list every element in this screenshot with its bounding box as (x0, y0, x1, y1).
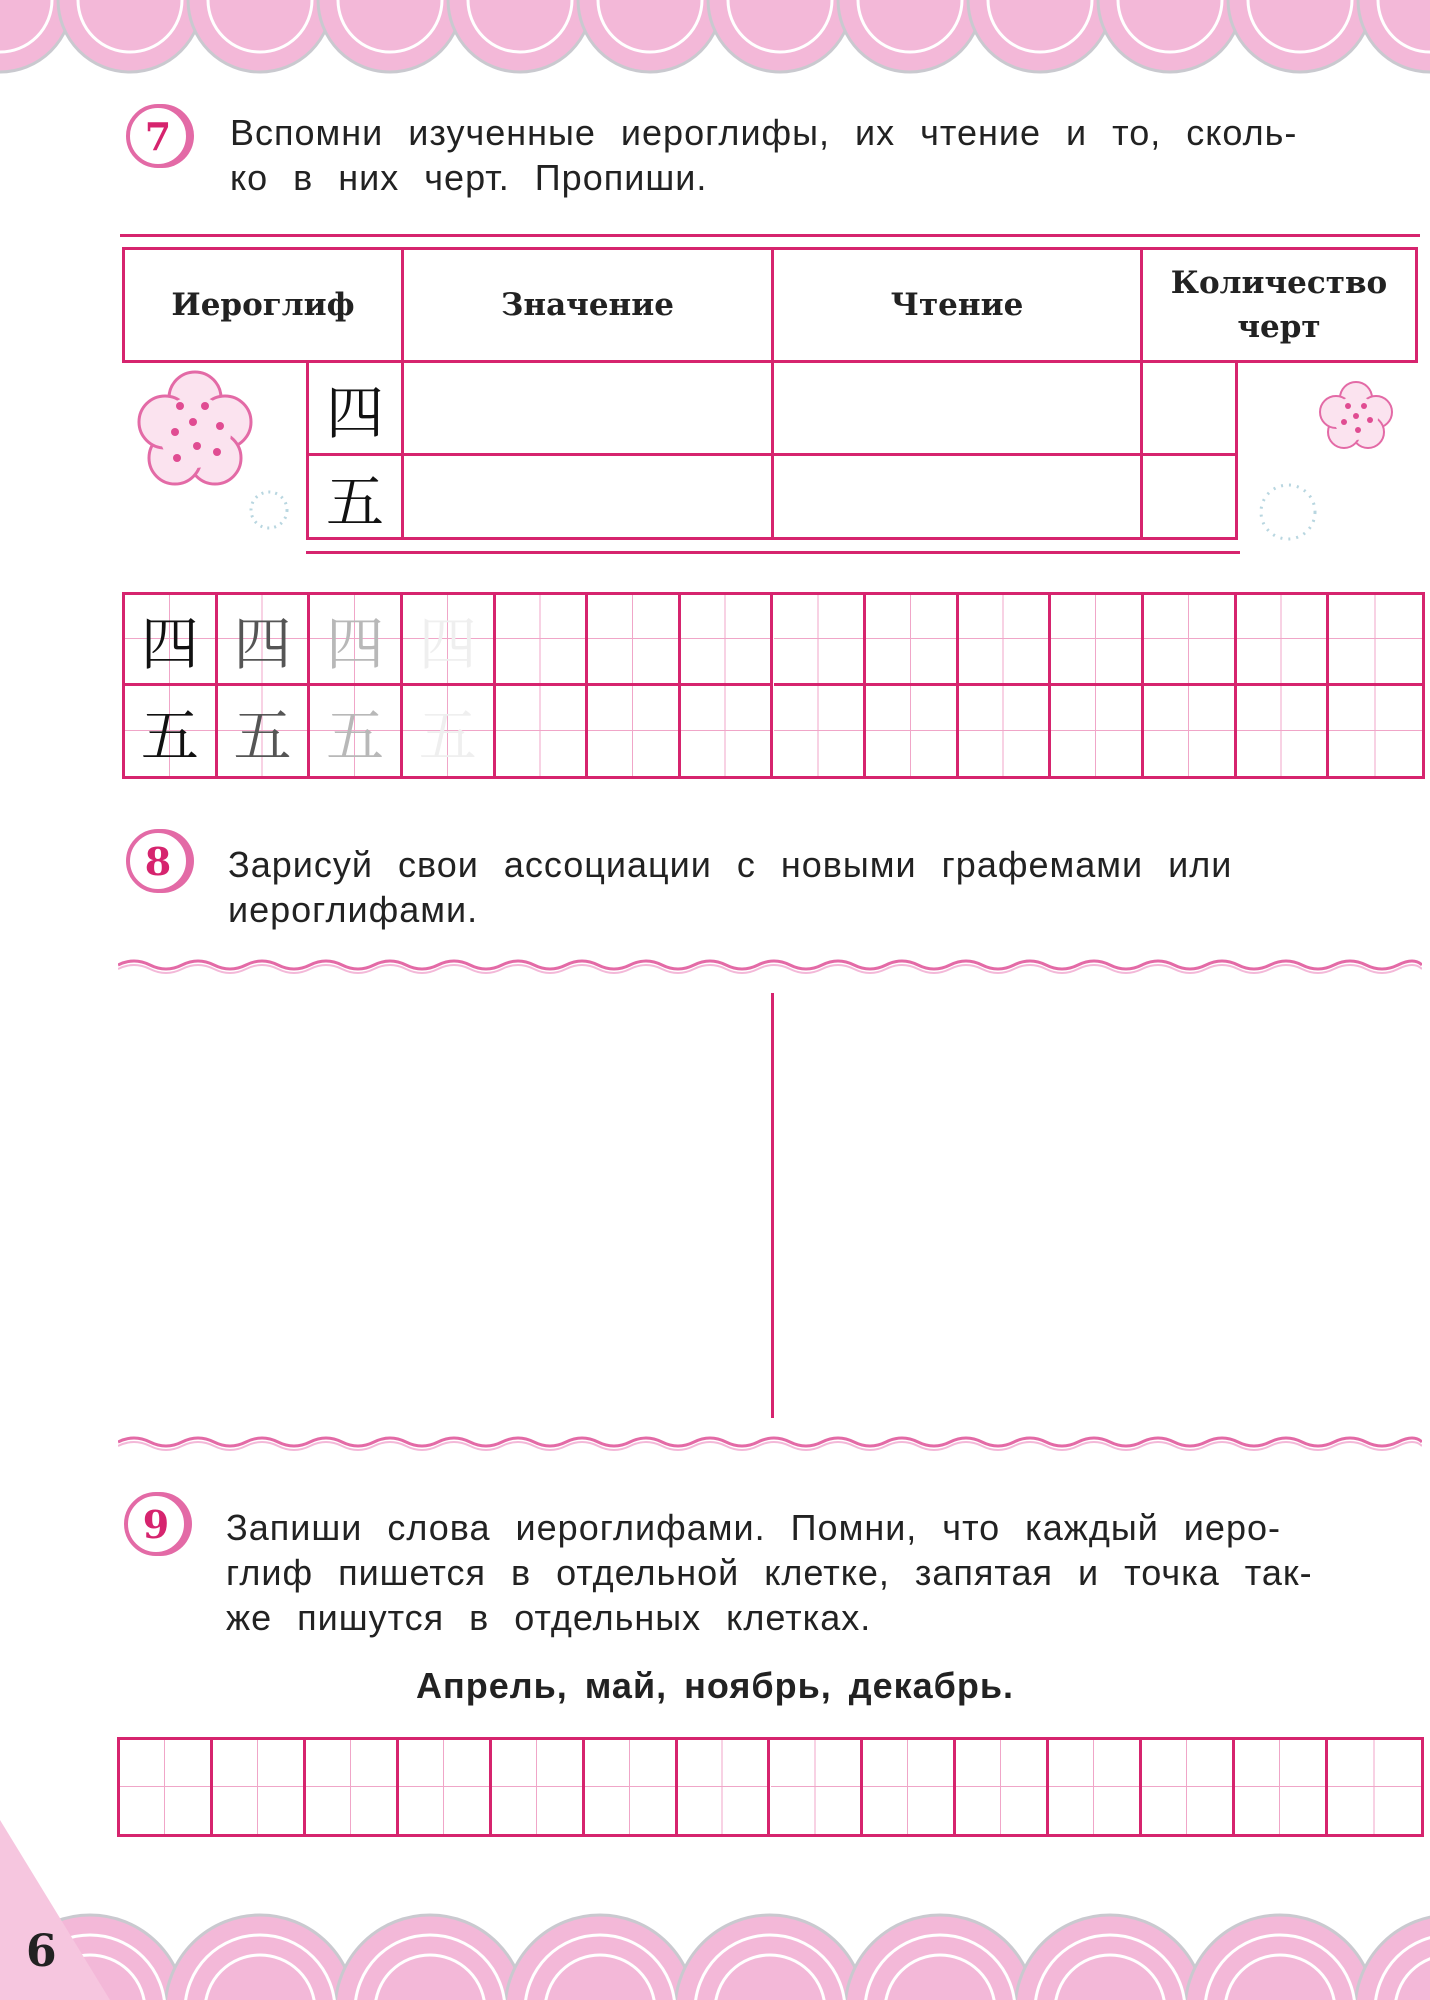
table-bottom-line (306, 551, 1240, 554)
drawing-area-top-wave (118, 955, 1422, 975)
practice-cell[interactable] (403, 595, 496, 686)
practice-cell[interactable] (681, 686, 774, 777)
page-number: 6 (26, 1926, 57, 1977)
exercise-8-instruction-line-1: Зарисуй свои ассоциации с новыми графемами или (228, 844, 1233, 885)
exercise-8-instruction-line-2: иероглифами. (228, 889, 479, 930)
practice-cell[interactable] (1051, 595, 1144, 686)
drawing-area-bottom-wave (118, 1432, 1422, 1452)
header-hanzi: Иероглиф (122, 247, 404, 363)
practice-cell[interactable] (1051, 686, 1144, 777)
practice-cell[interactable] (866, 595, 959, 686)
reading-input-si[interactable] (771, 360, 1143, 456)
stroke-count-input-si[interactable] (1140, 360, 1238, 456)
reading-input-wu[interactable] (771, 453, 1143, 540)
practice-cell[interactable] (959, 595, 1052, 686)
practice-sample-hanzi: 四 (233, 609, 292, 678)
exercise-8-number: 8 (126, 829, 190, 893)
practice-sample-hanzi: 五 (233, 701, 292, 770)
exercise-7-instruction-line-1: Вспомни изученные иероглифы, их чтение и то, сколь- (230, 112, 1298, 153)
meaning-input-wu[interactable] (401, 453, 774, 540)
practice-cell[interactable] (959, 686, 1052, 777)
practice-cell[interactable] (774, 686, 867, 777)
drawing-area-divider (771, 993, 774, 1418)
practice-cell[interactable] (125, 595, 218, 686)
practice-cell[interactable] (681, 595, 774, 686)
exercise-9-instruction-line-3: же пишутся в отдельных клетках. (226, 1597, 872, 1638)
practice-cell[interactable] (1237, 595, 1330, 686)
hanzi-cell-si: 四 (306, 360, 404, 456)
practice-cell[interactable] (1144, 595, 1237, 686)
practice-grid-ex7 (122, 592, 1425, 779)
practice-cell[interactable] (218, 595, 311, 686)
practice-cell[interactable] (1329, 686, 1422, 777)
drawing-area-left[interactable] (120, 990, 770, 1410)
exercise-9-number: 9 (124, 1492, 188, 1556)
flower-icon-small (1318, 380, 1394, 450)
top-wave-border (0, 0, 1430, 80)
exercise-9-instruction-line-1: Запиши слова иероглифами. Помни, что каждый иеро- (226, 1507, 1281, 1548)
practice-cell[interactable] (403, 686, 496, 777)
practice-cell[interactable] (218, 686, 311, 777)
practice-cell[interactable] (588, 595, 681, 686)
practice-cell[interactable] (310, 595, 403, 686)
practice-cell[interactable] (866, 686, 959, 777)
practice-cell[interactable] (1237, 686, 1330, 777)
practice-cell[interactable] (1144, 686, 1237, 777)
header-meaning: Значение (401, 247, 774, 363)
dotted-ring-icon-right (1256, 480, 1320, 544)
practice-sample-hanzi: 五 (140, 701, 199, 770)
flower-icon (135, 370, 255, 490)
exercise-9-instruction-line-2: глиф пишется в отдельной клетке, запятая и точка так- (226, 1552, 1313, 1593)
practice-cell[interactable] (774, 595, 867, 686)
target-phrase: Апрель, май, ноябрь, декабрь. (416, 1665, 1014, 1706)
header-stroke-count: Количество черт (1140, 247, 1418, 363)
meaning-input-si[interactable] (401, 360, 774, 456)
hanzi-cell-wu: 五 (306, 453, 404, 540)
bottom-wave-border (0, 1820, 1430, 2000)
dotted-ring-icon (247, 488, 291, 532)
stroke-count-input-wu[interactable] (1140, 453, 1238, 540)
drawing-area-right[interactable] (776, 990, 1421, 1410)
practice-sample-hanzi: 四 (140, 609, 199, 678)
exercise-7-number: 7 (126, 104, 190, 168)
section-divider (120, 234, 1420, 237)
practice-sample-hanzi: 四 (326, 609, 385, 678)
practice-sample-hanzi: 五 (326, 701, 385, 770)
practice-cell[interactable] (496, 595, 589, 686)
exercise-7-instruction-line-2: ко в них черт. Пропиши. (230, 157, 708, 198)
practice-cell[interactable] (310, 686, 403, 777)
practice-cell[interactable] (588, 686, 681, 777)
practice-cell[interactable] (125, 686, 218, 777)
practice-sample-hanzi: 四 (418, 609, 477, 678)
header-reading: Чтение (771, 247, 1143, 363)
practice-cell[interactable] (1329, 595, 1422, 686)
practice-cell[interactable] (496, 686, 589, 777)
practice-sample-hanzi: 五 (418, 701, 477, 770)
